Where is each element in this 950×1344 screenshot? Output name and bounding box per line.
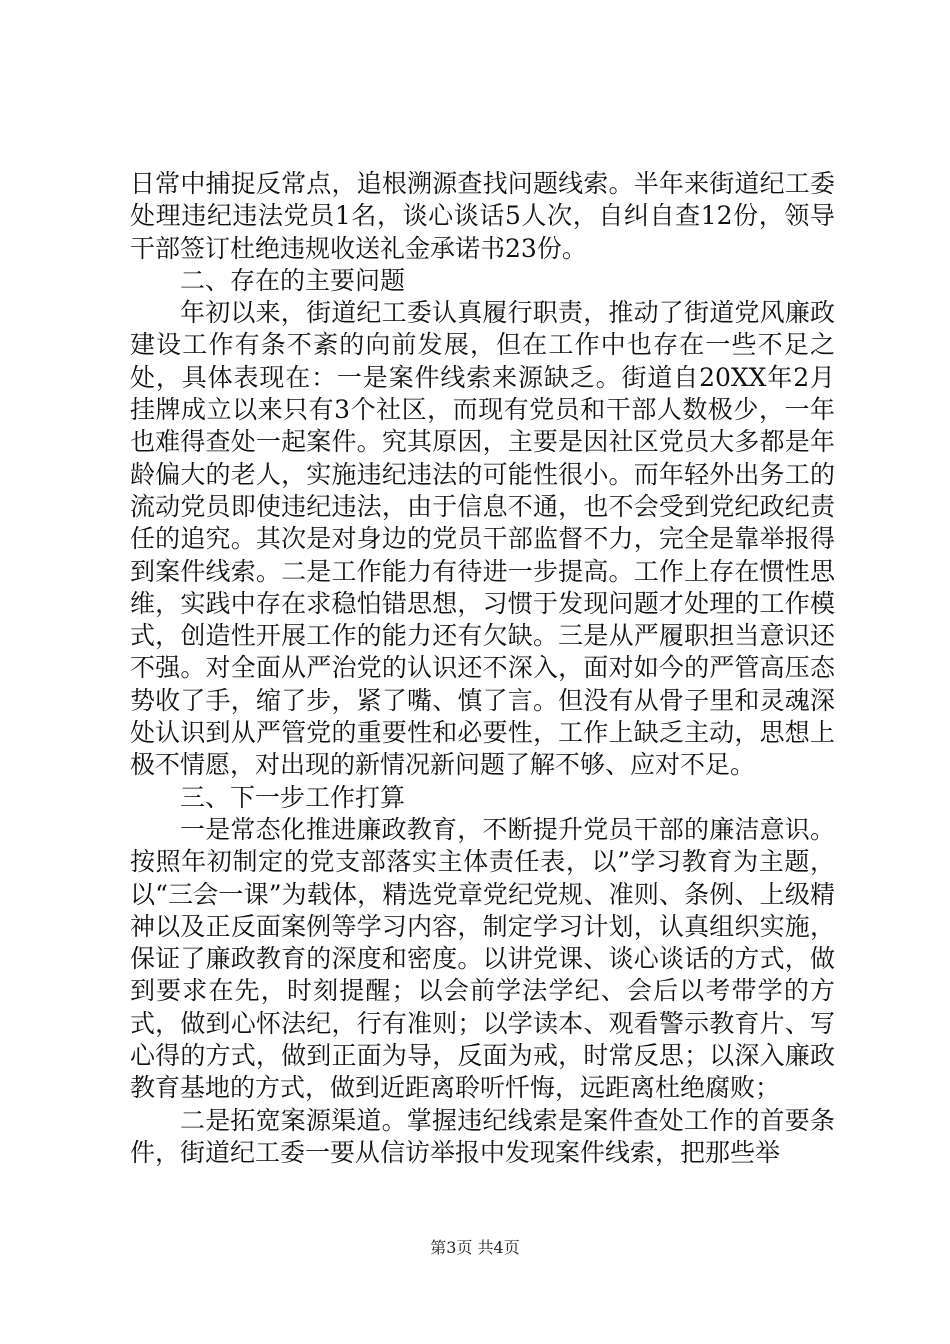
- page-footer: 第3页 共4页: [430, 1238, 520, 1257]
- paragraph-intro: 日常中捕捉反常点，追根溯源查找问题线索。半年来街道纪工委处理违纪违法党员1名，谈心谈话5人次，自纠自查12份，领导干部签订杜绝违规收送礼金承诺书23份。: [130, 169, 835, 263]
- paragraph-case-sources: 二是拓宽案源渠道。掌握违纪线索是案件查处工作的首要条件，街道纪工委一要从信访举报中发现案件线索，把那些举: [130, 1105, 835, 1167]
- paragraph-education: 一是常态化推进廉政教育，不断提升党员干部的廉洁意识。按照年初制定的党支部落实主体责任表，以”学习教育为主题，以“三会一课”为载体，精选党章党纪党规、准则、条例、上级精神以及正反面案例等学习内容，制定学习计划，认真组织实施，保证了廉政教育的深度和密度。以讲党课、谈心谈话的方式，做到要求在先，时刻提醒；以会前学法学纪、会后以考带学的方式，做到心怀法纪，行有准则；以学读本、观看警示教育片、写心得的方式，做到正面为导，反面为戒，时常反思；以深入廉政教育基地的方式，做到近距离聆听忏悔，远距离杜绝腐败；: [130, 814, 835, 1103]
- section-heading-next-steps: 三、下一步工作打算: [180, 782, 406, 812]
- section-heading-problems: 二、存在的主要问题: [180, 265, 406, 295]
- document-body: [130, 168, 835, 1169]
- paragraph-problems: 年初以来，街道纪工委认真履行职责，推动了街道党风廉政建设工作有条不紊的向前发展，但在工作中也存在一些不足之处，具体表现在：一是案件线索来源缺乏。街道自20XX年2月挂牌成立以来只有3个社区，而现有党员和干部人数极少，一年也难得查处一起案件。究其原因，主要是因社区党员大多都是年龄偏大的老人，实施违纪违法的可能性很小。而年轻外出务工的流动党员即使违纪违法，由于信息不通，也不会受到党纪政纪责任的追究。其次是对身边的党员干部监督不力，完全是靠举报得到案件线索。二是工作能力有待进一步提高。工作上存在惯性思维，实践中存在求稳怕错思想，习惯于发现问题才处理的工作模式，创造性开展工作的能力还有欠缺。三是从严履职担当意识还不强。对全面从严治党的认识还不深入，面对如今的严管高压态势收了手，缩了步，紧了嘴、慎了言。但没有从骨子里和灵魂深处认识到从严管党的重要性和必要性，工作上缺乏主动，思想上极不情愿，对出现的新情况新问题了解不够、应对不足。: [130, 298, 835, 780]
